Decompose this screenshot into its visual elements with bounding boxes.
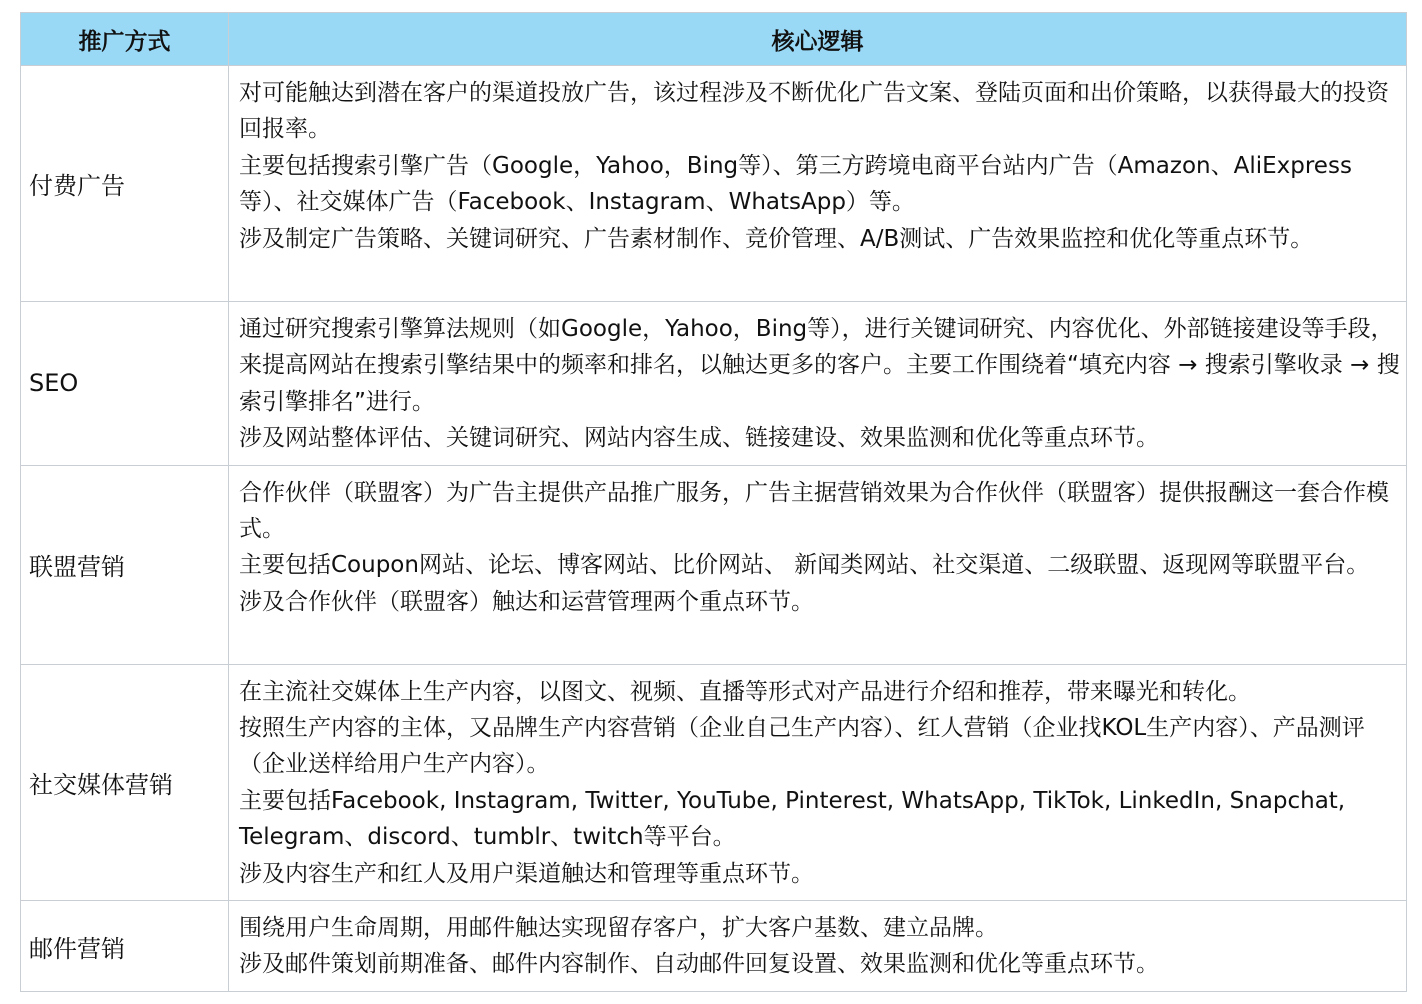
logic-paragraph: 涉及制定广告策略、关键词研究、广告素材制作、竞价管理、A/B测试、广告效果监控和优化等重点环节。 [239, 225, 1314, 252]
header-method: 推广方式 [21, 13, 229, 66]
table-row [21, 302, 1407, 466]
logic-paragraph: 涉及邮件策划前期准备、邮件内容制作、自动邮件回复设置、效果监测和优化等重点环节。 [239, 951, 1159, 978]
logic-cell [229, 664, 1407, 900]
method-cell: 社交媒体营销 [21, 664, 229, 900]
table-row [21, 465, 1407, 664]
promotion-methods-table [20, 12, 1407, 992]
logic-cell [229, 901, 1407, 992]
method-cell: 联盟营销 [21, 465, 229, 664]
logic-paragraph: 主要包括Facebook, Instagram, Twitter, YouTube, Pinterest, WhatsApp, TikTok, LinkedIn, Snapchat, Telegram、discord、tumblr、twitch等平台。 [239, 787, 1346, 851]
logic-paragraph: 围绕用户生命周期，用邮件触达实现留存客户，扩大客户基数、建立品牌。 [239, 915, 998, 942]
logic-paragraph: 在主流社交媒体上生产内容，以图文、视频、直播等形式对产品进行介绍和推荐，带来曝光和转化。 [239, 678, 1251, 705]
logic-paragraph: 对可能触达到潜在客户的渠道投放广告，该过程涉及不断优化广告文案、登陆页面和出价策略，以获得最大的投资回报率。 [239, 80, 1389, 143]
header-logic: 核心逻辑 [229, 13, 1407, 66]
method-cell: SEO [21, 302, 229, 466]
logic-paragraph: 主要包括Coupon网站、论坛、博客网站、比价网站、 新闻类网站、社交渠道、二级联盟、返现网等联盟平台。 [239, 552, 1370, 579]
logic-paragraph: 合作伙伴（联盟客）为广告主提供产品推广服务，广告主据营销效果为合作伙伴（联盟客）提供报酬这一套合作模式。 [239, 479, 1389, 543]
table-row [21, 66, 1407, 302]
logic-cell [229, 465, 1407, 664]
logic-cell [229, 302, 1407, 466]
logic-paragraph: 主要包括搜索引擎广告（Google，Yahoo，Bing等）、第三方跨境电商平台站内广告（Amazon、AliExpress等）、社交媒体广告（Facebook、Instagram、WhatsApp）等。 [239, 152, 1352, 216]
table-header-row [21, 13, 1407, 66]
method-cell: 付费广告 [21, 66, 229, 302]
logic-paragraph: 涉及内容生产和红人及用户渠道触达和管理等重点环节。 [239, 860, 814, 887]
logic-paragraph: 涉及网站整体评估、关键词研究、网站内容生成、链接建设、效果监测和优化等重点环节。 [239, 425, 1159, 452]
logic-cell [229, 66, 1407, 302]
table-row [21, 664, 1407, 900]
logic-paragraph: 按照生产内容的主体，又品牌生产内容营销（企业自己生产内容）、红人营销（企业找KOL生产内容）、产品测评（企业送样给用户生产内容）。 [239, 715, 1365, 778]
method-cell: 邮件营销 [21, 901, 229, 992]
table-row [21, 901, 1407, 992]
logic-paragraph: 涉及合作伙伴（联盟客）触达和运营管理两个重点环节。 [239, 588, 814, 615]
logic-paragraph: 通过研究搜索引擎算法规则（如Google，Yahoo，Bing等），进行关键词研究、内容优化、外部链接建设等手段，来提高网站在搜索引擎结果中的频率和排名，以触达更多的客户。主要工作围绕着“填充内容 → 搜索引擎收录 → 搜索引擎排名”进行。 [239, 316, 1400, 415]
